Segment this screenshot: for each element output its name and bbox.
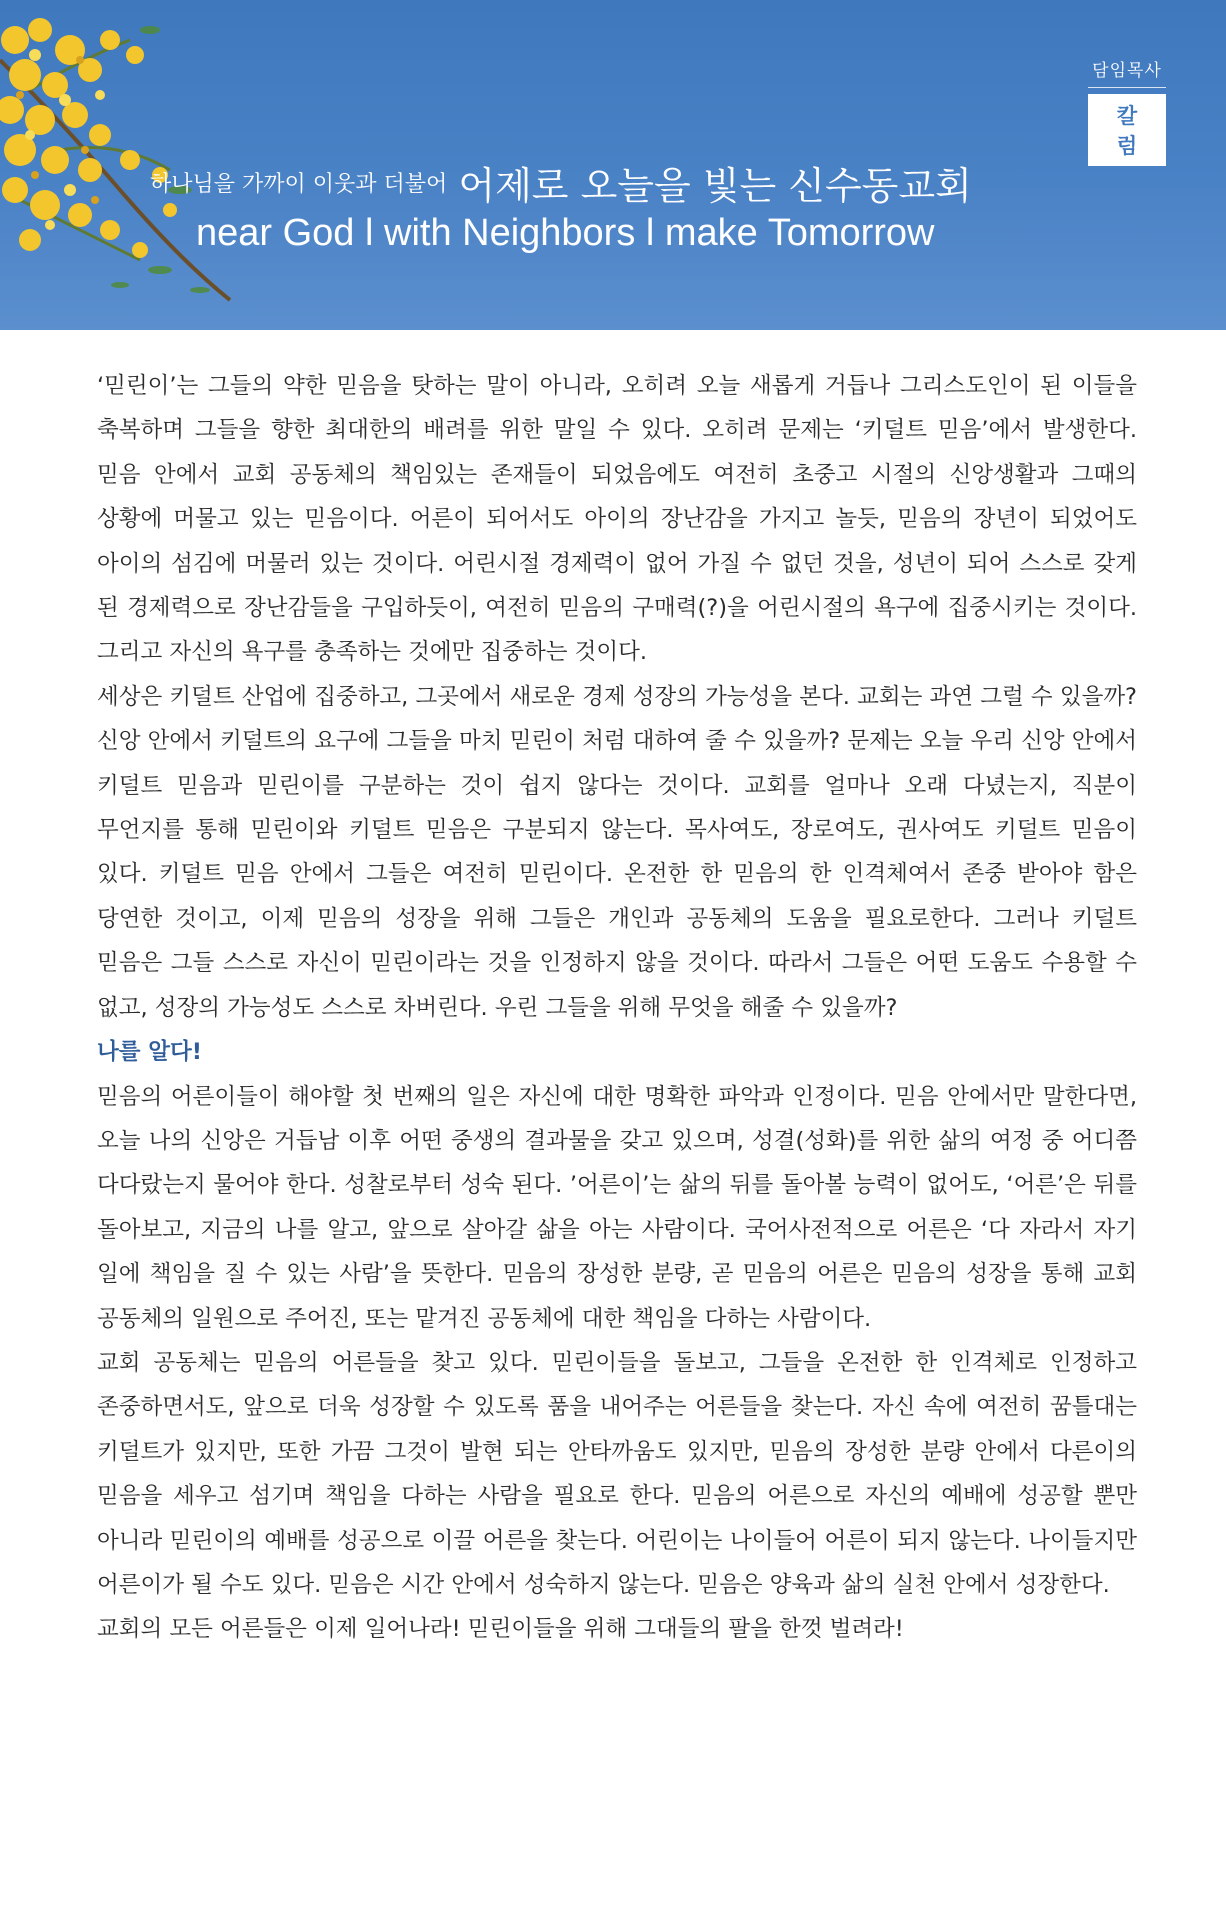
slogan-church-name: 어제로 오늘을 빛는 신수동교회 [458,164,972,208]
paragraph-4: 교회 공동체는 믿음의 어른들을 찾고 있다. 믿린이들을 돌보고, 그들을 온전한 한 인격체로 인정하고 존중하면서도, 앞으로 더욱 성장할 수 있도록 품을 내어주는 어른들을 찾는다. 자신 속에 여전히 꿈틀대는 키덜트가 있지만, 또한 가끔 그것이 발현 되는 안타까움도 있지만, 믿음의 장성한 분량 안에서 다른이의 믿음을 세우고 섬기며 책임을 다하는 사람을 필요로 한다. 믿음의 어른으로 자신의 예배에 성공할 뿐만 아니라 믿린이의 예배를 성공으로 이끌 어른을 찾는다. 어린이는 나이들어 어른이 되지 않는다. 나이들지만 어른이가 될 수도 있다. 믿음은 시간 안에서 성숙하지 않는다. 믿음은 양육과 삶의 실천 안에서 성장한다. [97,1349,1137,1598]
paragraph-5: 교회의 모든 어른들은 이제 일어나라! 믿린이들을 위해 그대들의 팔을 한껏 벌려라! [97,1616,904,1643]
column-body [97,364,1137,1652]
paragraph-1: ‘믿린이’는 그들의 약한 믿음을 탓하는 말이 아니라, 오히려 오늘 새롭게 거듭나 그리스도인이 된 이들을 축복하며 그들을 향한 최대한의 배려를 위한 말일 수 있다. 오히려 문제는 ‘키덜트 믿음’에서 발생한다. 믿음 안에서 교회 공동체의 책임있는 존재들이 되었음에도 여전히 초중고 시절의 신앙생활과 그때의 상황에 머물고 있는 믿음이다. 어른이 되어서도 아이의 장난감을 가지고 놀듯, 믿음의 장년이 되었어도 아이의 섬김에 머물러 있는 것이다. 어린시절 경제력이 없어 가질 수 없던 것을, 성년이 되어 스스로 갖게 된 경제력으로 장난감들을 구입하듯이, 여전히 믿음의 구매력(?)을 어린시절의 욕구에 집중시키는 것이다. 그리고 자신의 욕구를 충족하는 것에만 집중하는 것이다. [97,373,1137,666]
section-heading: 나를 알다! [97,1039,203,1066]
header-banner [0,0,1226,330]
badge-pastor-label: 담임목사 [1088,56,1166,88]
paragraph-2: 세상은 키덜트 산업에 집중하고, 그곳에서 새로운 경제 성장의 가능성을 본다. 교회는 과연 그럴 수 있을까? 신앙 안에서 키덜트의 요구에 그들을 마치 믿린이 처럼 대하여 줄 수 있을까? 문제는 오늘 우리 신앙 안에서 키덜트 믿음과 믿린이를 구분하는 것이 쉽지 않다는 것이다. 교회를 얼마나 오래 다녔는지, 직분이 무언지를 통해 믿린이와 키덜트 믿음은 구분되지 않는다. 목사여도, 장로여도, 권사여도 키덜트 믿음이 있다. 키덜트 믿음 안에서 그들은 여전히 믿린이다. 온전한 한 믿음의 한 인격체여서 존중 받아야 함은 당연한 것이고, 이제 믿음의 성장을 위해 그들은 개인과 공동체의 도움을 필요로한다. 그러나 키덜트 믿음은 그들 스스로 자신이 믿린이라는 것을 인정하지 않을 것이다. 따라서 그들은 어떤 도움도 수용할 수 없고, 성장의 가능성도 스스로 차버린다. 우린 그들을 위해 무엇을 해줄 수 있을까? [97,683,1137,1021]
badge-column-label: 칼 럼 [1088,94,1166,166]
paragraph-3: 믿음의 어른이들이 해야할 첫 번째의 일은 자신에 대한 명확한 파악과 인정이다. 믿음 안에서만 말한다면, 오늘 나의 신앙은 거듭남 이후 어떤 중생의 결과물을 갖고 있으며, 성결(성화)를 위한 삶의 여정 중 어디쯤 다다랐는지 물어야 한다. 성찰로부터 성숙 된다. ’어른이’는 삶의 뒤를 돌아볼 능력이 없어도, ‘어른’은 뒤를 돌아보고, 지금의 나를 알고, 앞으로 살아갈 삶을 아는 사람이다. 국어사전적으로 어른은 ‘다 자라서 자기 일에 책임을 질 수 있는 사람’을 뜻한다. 믿음의 장성한 분량, 곧 믿음의 어른은 믿음의 성장을 통해 교회 공동체의 일원으로 주어진, 또는 맡겨진 공동체에 대한 책임을 다하는 사람이다. [97,1083,1137,1332]
english-tagline: near God l with Neighbors l make Tomorrow [196,212,935,254]
slogan-small-text: 하나님을 가까이 이웃과 더불어 [150,172,448,197]
church-slogan [150,155,972,210]
column-badge [1088,56,1166,166]
